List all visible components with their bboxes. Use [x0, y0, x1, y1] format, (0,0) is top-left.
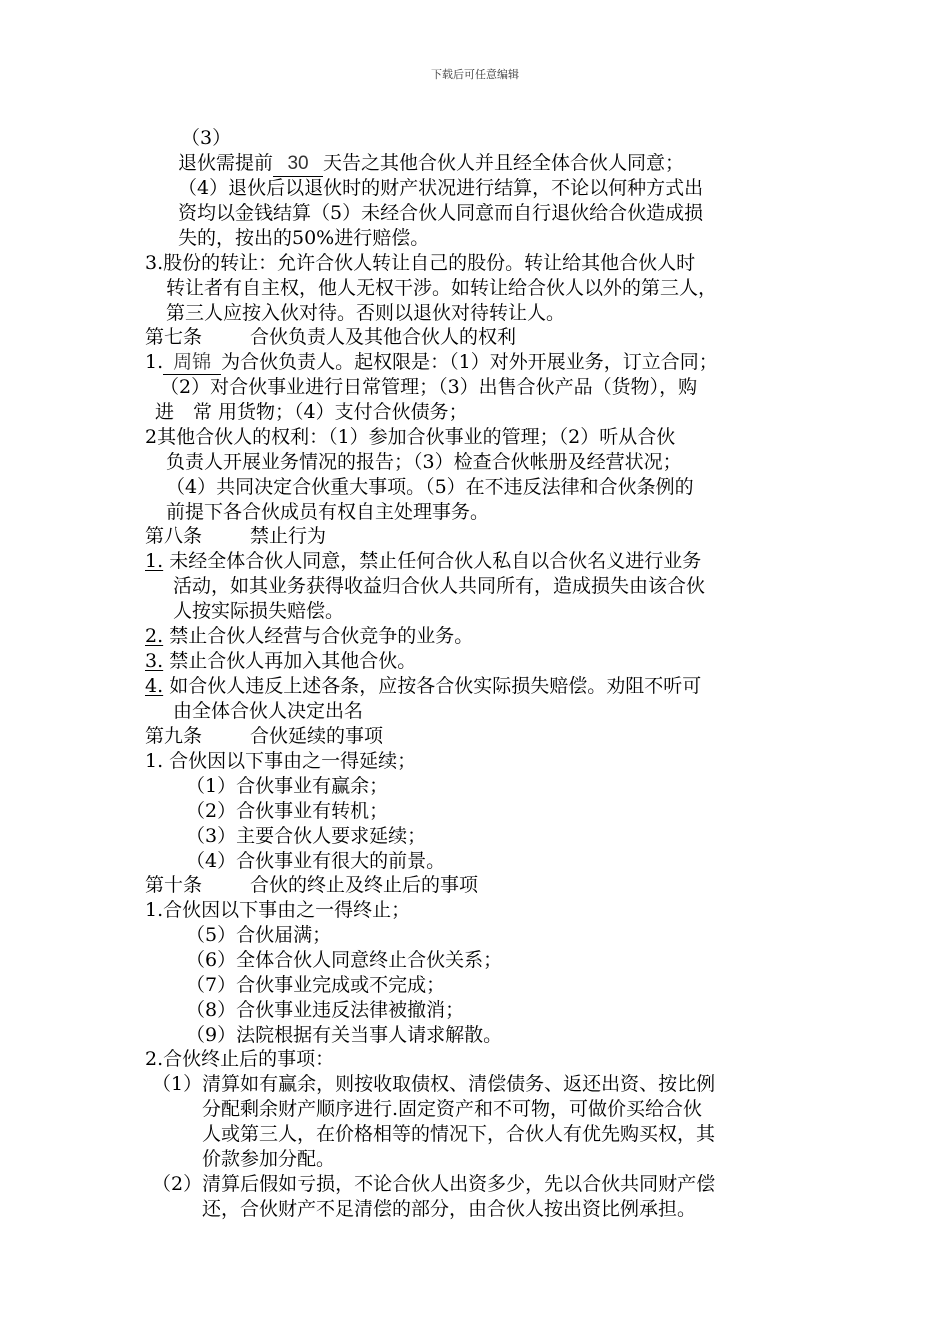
clause8-item4-number: 4. — [145, 675, 164, 697]
clause10-a2-text: 清算后假如亏损，不论合伙人出资多少，先以合伙共同财产偿 — [202, 1173, 716, 1195]
clause10-item: （7）合伙事业完成或不完成； — [186, 974, 446, 996]
clause7-p2-line3: （4）共同决定合伙重大事项。（5）在不违反法律和合伙条例的 — [166, 476, 694, 498]
clause7-title: 合伙负责人及其他合伙人的权利 — [250, 326, 517, 348]
clause7-heading — [145, 325, 516, 349]
clause9-item: （3）主要合伙人要求延续； — [186, 825, 427, 847]
clause10-after-title: 2.合伙终止后的事项： — [145, 1048, 335, 1070]
clause9-item: （4）合伙事业有很大的前景。 — [186, 850, 446, 872]
clause7-p1-line2: （2）对合伙事业进行日常管理；（3）出售合伙产品（货物），购 — [160, 376, 698, 398]
clause8-heading — [145, 524, 326, 548]
clause8-item1-text: 未经全体合伙人同意，禁止任何合伙人私自以合伙名义进行业务 — [169, 550, 702, 572]
item3-label: （3） — [181, 127, 232, 149]
notice-days-blank: 30 — [273, 152, 323, 177]
clause8-item1-number: 1. — [145, 550, 164, 572]
withdraw-notice-line — [178, 151, 684, 177]
clause8-item3 — [145, 649, 416, 673]
clause8-item4-line2: 由全体合伙人决定出名 — [173, 700, 364, 722]
responsible-person-blank: 周锦 — [163, 350, 221, 375]
clause8-item1-line2: 活动，如其业务获得收益归合伙人共同所有，造成损失由该合伙 — [173, 575, 706, 597]
clause8-item1-line1 — [145, 549, 701, 573]
clause9-number: 第九条 — [145, 725, 203, 747]
share-transfer-line2: 转让者有自主权，他人无权干涉。如转让给合伙人以外的第三人， — [166, 277, 718, 299]
item3-pre: 退伙需提前 — [178, 152, 274, 174]
clause7-p2-line2: 负责人开展业务情况的报告；（3）检查合伙帐册及经营状况； — [166, 451, 682, 473]
clause10-a1-line1 — [152, 1072, 715, 1096]
clause8-item1-line3: 人按实际损失赔偿。 — [173, 600, 345, 622]
clause7-p1-line1 — [145, 350, 718, 375]
clause7-number: 第七条 — [145, 326, 203, 348]
clause10-a1-line3: 人或第三人，在价格相等的情况下，合伙人有优先购买权，其 — [202, 1123, 716, 1145]
clause10-title: 合伙的终止及终止后的事项 — [250, 874, 479, 896]
clause9-title: 合伙延续的事项 — [250, 725, 384, 747]
clause10-a2-line2: 还，合伙财产不足清偿的部分，由合伙人按出资比例承担。 — [202, 1198, 697, 1220]
clause7-p2-line1: 2其他合伙人的权利：（1）参加合伙事业的管理；（2）听从合伙 — [145, 426, 676, 448]
clause10-a1-line2: 分配剩余财产顺序进行.固定资产和不可物，可做价买给合伙 — [202, 1098, 703, 1120]
clause8-number: 第八条 — [145, 525, 203, 547]
clause10-item: （8）合伙事业违反法律被撤消； — [186, 999, 465, 1021]
clause8-item4-text: 如合伙人违反上述各条，应按各合伙实际损失赔偿。劝阻不听可 — [169, 675, 702, 697]
clause7-p2-line4: 前提下各合伙成员有权自主处理事务。 — [166, 501, 490, 523]
clause8-title: 禁止行为 — [250, 525, 327, 547]
clause7-p1-number: 1. — [145, 351, 164, 373]
clause10-item: （5）合伙届满； — [186, 924, 332, 946]
item3-post: 天告之其他合伙人并且经全体合伙人同意； — [323, 152, 685, 174]
share-transfer-line3: 第三人应按入伙对待。否则以退伙对待转让人。 — [166, 302, 566, 324]
item4-line2: 资均以金钱结算（5）未经合伙人同意而自行退伙给合伙造成损 — [178, 202, 704, 224]
item4-line3: 失的，按出的50%进行赔偿。 — [178, 227, 430, 249]
item4-line1: （4）退伙后以退伙时的财产状况进行结算，不论以何种方式出 — [178, 177, 704, 199]
clause10-a1-text: 清算如有赢余，则按收取债权、清偿债务、返还出资、按比例 — [202, 1073, 716, 1095]
clause9-item: （2）合伙事业有转机； — [186, 800, 389, 822]
clause9-intro: 1. 合伙因以下事由之一得延续； — [145, 750, 417, 772]
share-transfer-line1: 3.股份的转让：允许合伙人转让自己的股份。转让给其他合伙人时 — [145, 252, 696, 274]
clause10-heading — [145, 873, 478, 897]
clause8-item4-line1 — [145, 674, 701, 698]
clause9-heading — [145, 724, 383, 748]
clause10-item: （9）法院根据有关当事人请求解散。 — [186, 1024, 503, 1046]
clause10-a2-line1 — [152, 1172, 715, 1196]
clause8-item2-number: 2. — [145, 625, 164, 647]
clause10-a1-line4: 价款参加分配。 — [202, 1148, 336, 1170]
clause10-intro: 1.合伙因以下事由之一得终止； — [145, 899, 411, 921]
clause8-item2 — [145, 624, 473, 648]
clause8-item3-number: 3. — [145, 650, 164, 672]
clause10-number: 第十条 — [145, 874, 203, 896]
page-header: 下载后可任意编辑 — [431, 68, 519, 81]
clause10-a1-label: （1） — [152, 1073, 203, 1095]
clause9-item: （1）合伙事业有赢余； — [186, 775, 389, 797]
clause7-p1-rest: 为合伙负责人。起权限是：（1）对外开展业务，订立合同； — [221, 351, 718, 373]
clause8-item2-text: 禁止合伙人经营与合伙竞争的业务。 — [169, 625, 474, 647]
clause10-item: （6）全体合伙人同意终止合伙关系； — [186, 949, 503, 971]
clause7-p1-line3: 进 常 用货物；（4）支付合伙债务； — [155, 401, 468, 423]
clause8-item3-text: 禁止合伙人再加入其他合伙。 — [169, 650, 417, 672]
clause10-a2-label: （2） — [152, 1173, 203, 1195]
